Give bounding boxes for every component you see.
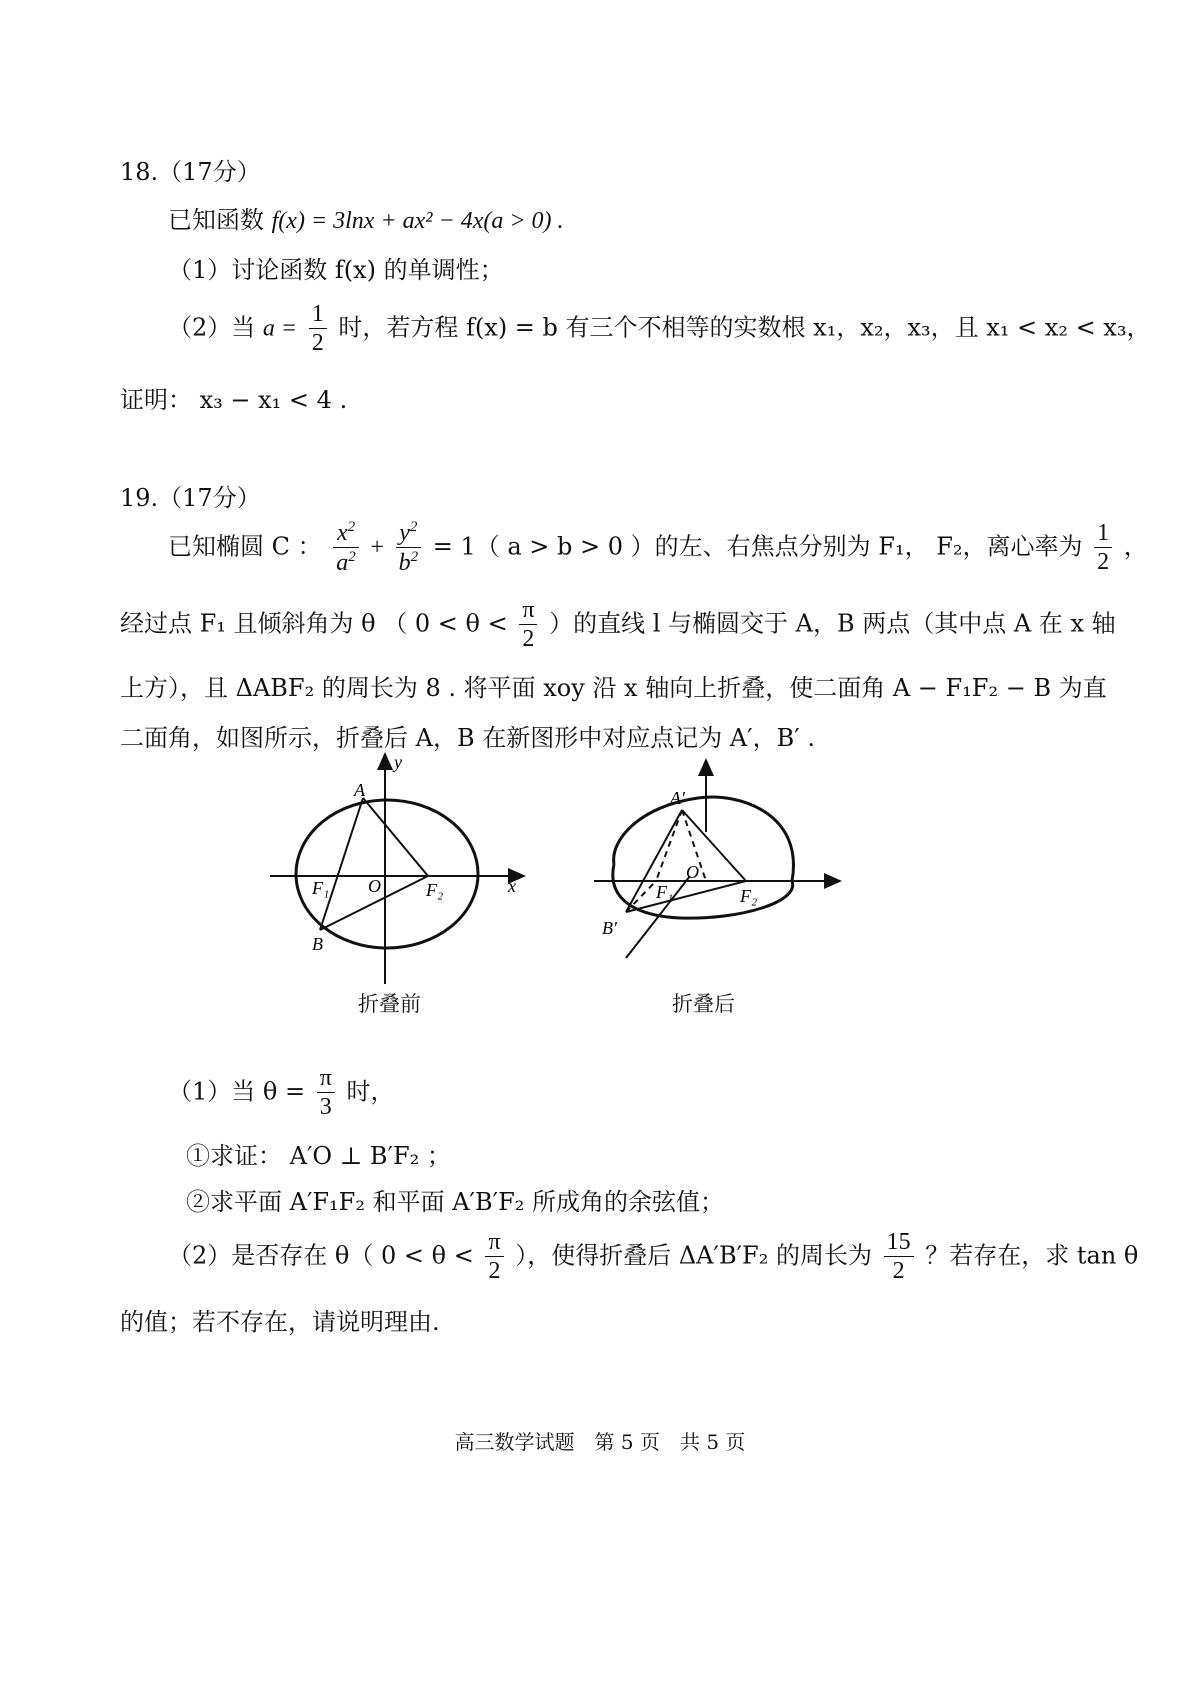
q19-x-fraction: $\frac{x^2}{a^2}$: [333, 520, 359, 576]
q19-part2-prefix: （2）是否存在 θ（ 0 < θ <: [168, 1241, 474, 1270]
q19-part1-suffix: 时，: [346, 1077, 395, 1106]
q19-line1-prefix: 已知椭圆 C ：: [168, 532, 322, 561]
q18-formula: f(x) = 3lnx + ax² − 4x(a > 0) .: [271, 208, 564, 234]
q18-a-eq: a =: [262, 315, 298, 342]
q19-line2-suffix: ）的直线 l 与椭圆交于 A，B 两点（其中点 A 在 x 轴: [549, 609, 1116, 638]
q18-part2-suffix: 时，若方程 f(x) = b 有三个不相等的实数根 x₁，x₂，x₃，且 x₁ < x₂ < x₃，: [338, 313, 1151, 342]
q19-line4: 二面角，如图所示，折叠后 A，B 在新图形中对应点记为 A′，B′ .: [120, 724, 815, 752]
q19-part1: [168, 1066, 395, 1120]
q19-part1-ii: ②求平面 A′F₁F₂ 和平面 A′B′F₂ 所成角的余弦值；: [186, 1188, 724, 1216]
line-AF2: [363, 798, 428, 876]
q18-a-den: 2: [311, 330, 324, 357]
ellipse: [296, 800, 478, 948]
figure-after-fold: [590, 752, 850, 964]
label-A-prime: A′: [670, 788, 685, 808]
q19-part2: [168, 1230, 1138, 1284]
q19-15-2-fraction: $\frac{15}{2}$: [884, 1230, 914, 1284]
label-O-folded: O: [686, 862, 699, 882]
upper-half-ellipse: [614, 797, 794, 881]
q19-line2-prefix: 经过点 F₁ 且倾斜角为 θ （ 0 < θ <: [120, 609, 508, 638]
line-B-F2: [626, 881, 746, 912]
lower-half-ellipse: [613, 864, 793, 918]
q19-pi2-fraction: $\frac{\pi}{2}$: [519, 598, 537, 652]
label-O: O: [368, 876, 381, 896]
q19-line1-suffix: = 1（ a > b > 0 ）的左、右焦点分别为 F₁， F₂，离心率为: [432, 532, 1083, 561]
q19-line3: 上方），且 ΔABF₂ 的周长为 8 . 将平面 xoy 沿 x 轴向上折叠，使二面角 A − F₁F₂ − B 为直: [120, 674, 1107, 702]
figure-before-fold: [262, 746, 542, 986]
q19-line2: [120, 598, 1116, 652]
q19-y-fraction: $\frac{y^2}{b^2}$: [396, 520, 422, 576]
q19-part1-prefix: （1）当 θ =: [168, 1077, 306, 1106]
q18-a-num: 1: [309, 302, 327, 329]
q18-number: 18.（17分）: [120, 158, 261, 186]
q19-part2-suffix: ？若存在，求 tan θ: [925, 1241, 1139, 1270]
label-A: A: [354, 780, 365, 800]
q18-stem: [168, 200, 564, 235]
label-F1-folded: F₁: [656, 882, 674, 902]
label-F2: F₂: [426, 880, 444, 900]
caption-before: 折叠前: [358, 992, 421, 1016]
q18-a-fraction: [309, 302, 327, 356]
label-F1: F₁: [312, 878, 330, 898]
q19-pi3-fraction: $\frac{\pi}{3}$: [317, 1066, 335, 1120]
q18-prove: 证明： x₃ − x₁ < 4 .: [120, 386, 348, 414]
q18-part2-prefix: （2）当: [168, 313, 256, 342]
label-B: B: [312, 934, 323, 954]
q19-p2-pi2-fraction: $\frac{\pi}{2}$: [485, 1230, 503, 1284]
page-footer: 高三数学试题 第 5 页 共 5 页: [454, 1430, 746, 1454]
q19-ecc-fraction: $\frac{1}{2}$: [1094, 521, 1112, 575]
caption-after: 折叠后: [672, 992, 735, 1016]
q19-part2-line2: 的值；若不存在，请说明理由.: [120, 1308, 440, 1336]
q19-part2-mid: ），使得折叠后 ΔA′B′F₂ 的周长为: [515, 1241, 872, 1270]
label-B-prime: B′: [602, 918, 617, 938]
label-y: y: [394, 752, 402, 772]
q18-part1: （1）讨论函数 f(x) 的单调性；: [168, 256, 504, 284]
label-F2-folded: F₂: [740, 886, 758, 906]
dashed-A-F1: [656, 810, 682, 881]
q19-part1-i: ①求证： A′O ⊥ B′F₂ ；: [186, 1142, 451, 1170]
label-x: x: [508, 876, 516, 896]
q18-part2: [168, 302, 1150, 356]
q18-stem-prefix: 已知函数: [168, 206, 264, 234]
q19-line1: 已知椭圆 C ： $\frac{x^2}{a^2}$ + $\frac{y^2}{b^2}$ = 1（ a > b > 0 ）的左、右焦点分别为 F₁， F₂，离心率为 $\frac{1}{2}$ ，: [168, 519, 1148, 577]
q19-number: 19.（17分）: [120, 484, 261, 512]
